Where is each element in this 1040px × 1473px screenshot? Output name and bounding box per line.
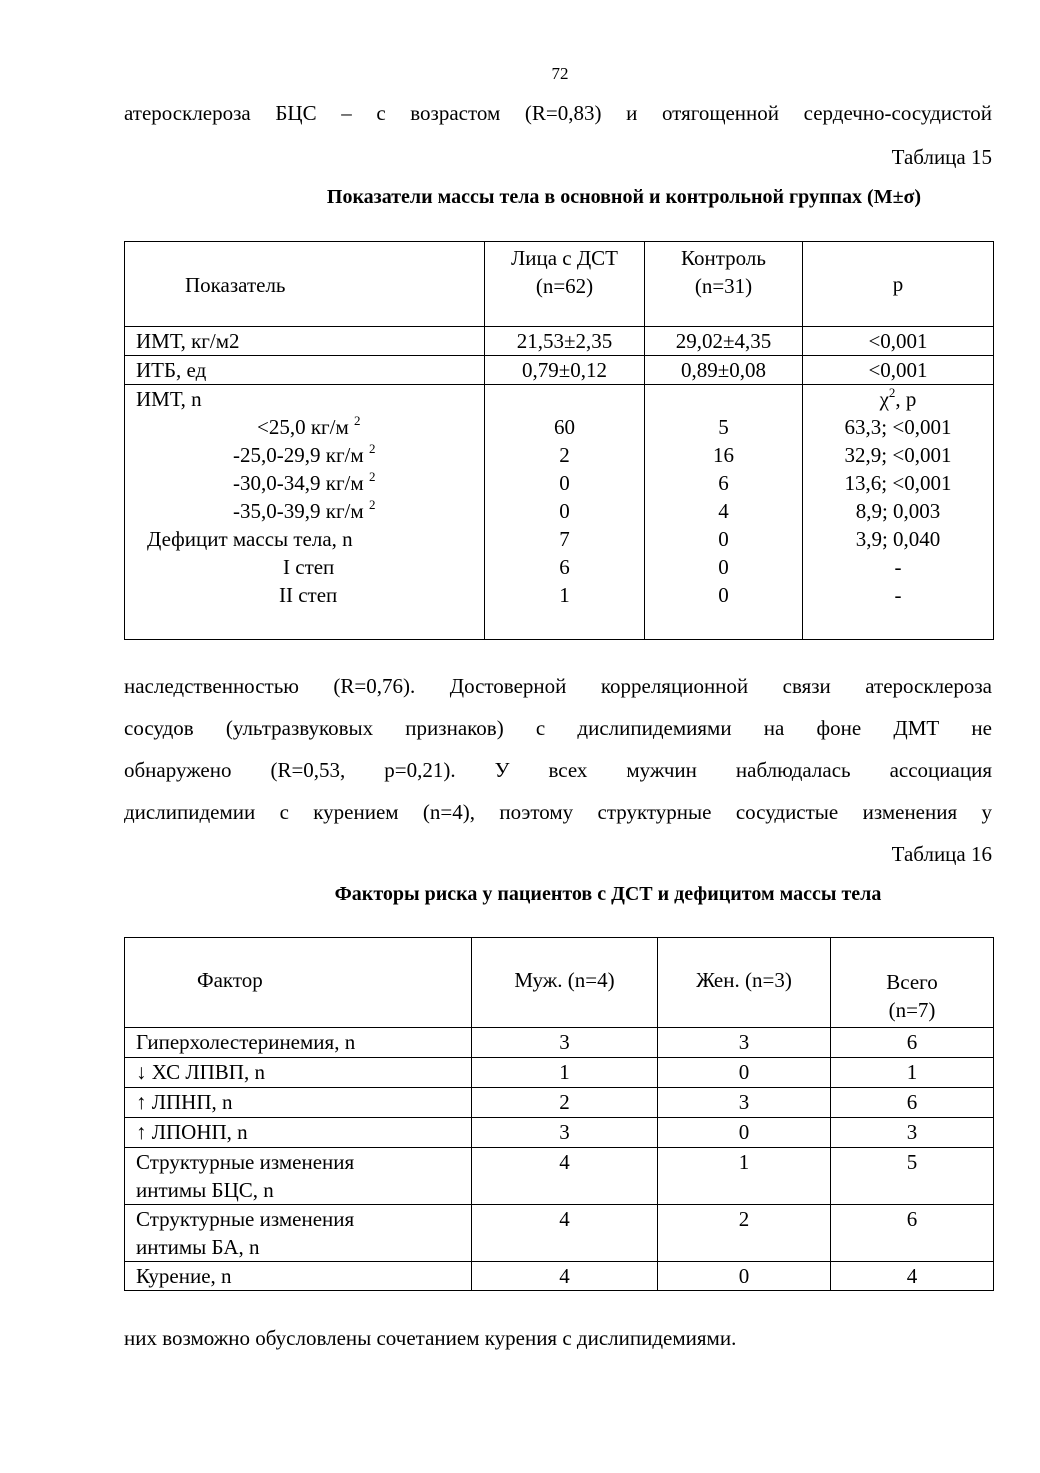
table-cell (831, 1148, 994, 1205)
paragraph-line: атеросклероза БЦС – с возрастом (R=0,83) и отягощенной сердечно-сосудистой (124, 101, 992, 125)
cell-value: 4 (718, 499, 729, 523)
table-cell (831, 1028, 994, 1058)
table-cell (472, 1262, 658, 1291)
cell-value: 8,9; 0,003 (855, 499, 941, 523)
cell-value: 60 (554, 415, 575, 439)
header-label: Показатель (185, 272, 286, 297)
table-cell (658, 1262, 831, 1291)
row-label: I степ (283, 555, 335, 579)
table-cell (658, 1028, 831, 1058)
table-cell (485, 327, 645, 356)
cell-value: 6 (906, 1030, 918, 1054)
chi-square-label: $\chi^2$, p (879, 385, 917, 411)
paragraph-line: них возможно обусловлены сочетанием курения с дислипидемиями. (124, 1326, 737, 1350)
table-cell (831, 1262, 994, 1291)
cell-value: 2 (559, 1090, 570, 1114)
row-label: интимы БА, n (136, 1235, 260, 1259)
table-cell (658, 1058, 831, 1088)
cell-value: 3 (559, 1030, 570, 1054)
cell-value: 2 (738, 1207, 750, 1231)
table-cell (645, 356, 803, 385)
row-label: ↑ ЛПНП, n (136, 1090, 233, 1114)
table-cell (658, 1205, 831, 1262)
table-cell (831, 1088, 994, 1118)
table-cell (485, 356, 645, 385)
row-label: Курение, n (136, 1264, 232, 1288)
table-cell (472, 1028, 658, 1058)
table-row (125, 1028, 994, 1058)
paragraph-line: сосудов (ультразвуковых признаков) с дислипидемиями на фоне ДМТ не (124, 716, 992, 740)
header-cell (831, 938, 994, 1028)
page-number: 72 (551, 64, 569, 83)
cell-value: 6 (559, 555, 570, 579)
header-label: p (892, 272, 904, 296)
cell-value: 3,9; 0,040 (855, 527, 941, 551)
table-header-row (125, 242, 994, 327)
table-row (125, 1118, 994, 1148)
table-15-label: Таблица 15 (891, 145, 992, 169)
row-label: ИМТ, n (136, 387, 202, 411)
header-label: Контроль (681, 246, 766, 270)
cell-value: 7 (559, 527, 570, 551)
cell-value: 29,02±4,35 (675, 329, 772, 353)
header-cell (125, 242, 485, 327)
row-label: Структурные изменения (136, 1207, 355, 1231)
cell-value: 0 (738, 1264, 750, 1288)
cell-value: 3 (738, 1090, 750, 1114)
table-cell (125, 327, 485, 356)
cell-value: - (894, 555, 902, 579)
table-cell (645, 385, 803, 640)
table-cell (125, 1088, 472, 1118)
table-cell (645, 327, 803, 356)
row-label: Гиперхолестеринемия, n (136, 1030, 356, 1054)
header-label: (n=62) (535, 274, 594, 298)
table-16-label: Таблица 16 (891, 842, 992, 866)
header-label: (n=31) (694, 274, 753, 298)
header-cell (472, 938, 658, 1028)
table-row (125, 1058, 994, 1088)
row-label: интимы БЦС, n (136, 1178, 274, 1202)
table-15-title: Показатели массы тела в основной и контрольной группах (M±σ) (326, 186, 922, 208)
cell-value: 16 (713, 443, 734, 467)
row-label: Структурные изменения (136, 1150, 355, 1174)
cell-value: 2 (559, 443, 570, 467)
cell-value: 0 (559, 499, 570, 523)
header-label: (n=7) (888, 998, 936, 1022)
table-cell (125, 1205, 472, 1262)
table-row (125, 385, 994, 640)
header-label: Жен. (n=3) (696, 968, 792, 992)
table-cell (472, 1148, 658, 1205)
row-label: ИМТ, кг/м2 (136, 329, 240, 353)
table-cell (658, 1088, 831, 1118)
row-label: <25,0 кг/м $^2$ (257, 413, 361, 439)
cell-value: 63,3; <0,001 (844, 415, 952, 439)
table-16 (124, 937, 994, 1291)
cell-value: 3 (738, 1030, 750, 1054)
cell-value: - (894, 583, 902, 607)
cell-value: 5 (718, 415, 729, 439)
table-cell (831, 1118, 994, 1148)
table-16-title: Факторы риска у пациентов с ДСТ и дефицитом массы тела (334, 883, 882, 905)
row-label: -30,0-34,9 кг/м $^2$ (233, 469, 376, 495)
row-label: -25,0-29,9 кг/м $^2$ (233, 441, 376, 467)
table-row (125, 1205, 994, 1262)
table-cell (485, 385, 645, 640)
table-cell (472, 1058, 658, 1088)
table-row (125, 356, 994, 385)
paragraph-line: наследственностью (R=0,76). Достоверной корреляционной связи атеросклероза (124, 674, 992, 698)
row-label: ИТБ, ед (136, 358, 207, 382)
cell-value: 32,9; <0,001 (844, 443, 952, 467)
header-cell (803, 242, 994, 327)
cell-value: 1 (738, 1150, 750, 1174)
row-label: II степ (279, 583, 338, 607)
header-cell (645, 242, 803, 327)
cell-value: 5 (906, 1150, 918, 1174)
cell-value: 4 (559, 1264, 570, 1288)
cell-value: 21,53±2,35 (516, 329, 613, 353)
row-label: Дефицит массы тела, n (147, 527, 353, 551)
cell-value: 1 (906, 1060, 918, 1084)
table-cell (125, 1148, 472, 1205)
cell-value: <0,001 (868, 329, 928, 353)
cell-value: 4 (906, 1264, 918, 1288)
table-cell (803, 327, 994, 356)
cell-value: 0 (718, 555, 729, 579)
header-label: Муж. (n=4) (514, 968, 615, 992)
header-label: Лица с ДСТ (510, 246, 619, 270)
row-label: -35,0-39,9 кг/м $^2$ (233, 497, 376, 523)
cell-value: 0 (718, 527, 729, 551)
cell-value: 13,6; <0,001 (844, 471, 952, 495)
cell-value: 0 (718, 583, 729, 607)
cell-value: 0,89±0,08 (680, 358, 767, 382)
table-cell (658, 1118, 831, 1148)
paragraph-line: обнаружено (R=0,53, p=0,21). У всех мужчин наблюдалась ассоциация (124, 758, 992, 782)
header-label: Всего (886, 970, 938, 994)
table-15 (124, 241, 994, 640)
cell-value: 0 (738, 1120, 750, 1144)
table-cell (831, 1205, 994, 1262)
cell-value: 6 (906, 1090, 918, 1114)
table-cell (803, 385, 994, 640)
header-cell (658, 938, 831, 1028)
table-header-row (125, 938, 994, 1028)
cell-value: 4 (559, 1207, 570, 1231)
cell-value: 0 (738, 1060, 750, 1084)
table-cell (472, 1088, 658, 1118)
table-cell (803, 356, 994, 385)
header-cell (125, 938, 472, 1028)
table-cell (125, 1028, 472, 1058)
table-cell (658, 1148, 831, 1205)
table-cell (125, 1058, 472, 1088)
header-label: Фактор (197, 968, 263, 992)
cell-value: 1 (559, 1060, 570, 1084)
cell-value: 6 (906, 1207, 918, 1231)
table-cell (125, 385, 485, 640)
table-row (125, 1148, 994, 1205)
cell-value: 1 (559, 583, 570, 607)
table-cell (125, 356, 485, 385)
paragraph-line: дислипидемии с курением (n=4), поэтому структурные сосудистые изменения у (124, 800, 992, 824)
table-cell (831, 1058, 994, 1088)
cell-value: 4 (559, 1150, 570, 1174)
cell-value: <0,001 (868, 358, 928, 382)
table-cell (472, 1205, 658, 1262)
cell-value: 3 (559, 1120, 570, 1144)
table-cell (125, 1118, 472, 1148)
header-cell (485, 242, 645, 327)
table-row (125, 1262, 994, 1291)
table-cell (472, 1118, 658, 1148)
row-label: ↑ ЛПОНП, n (136, 1120, 248, 1144)
cell-value: 0,79±0,12 (521, 358, 608, 382)
cell-value: 6 (718, 471, 729, 495)
row-label: ↓ ХС ЛПВП, n (136, 1060, 265, 1084)
table-row (125, 327, 994, 356)
cell-value: 3 (906, 1120, 918, 1144)
table-cell (125, 1262, 472, 1291)
table-row (125, 1088, 994, 1118)
cell-value: 0 (559, 471, 570, 495)
